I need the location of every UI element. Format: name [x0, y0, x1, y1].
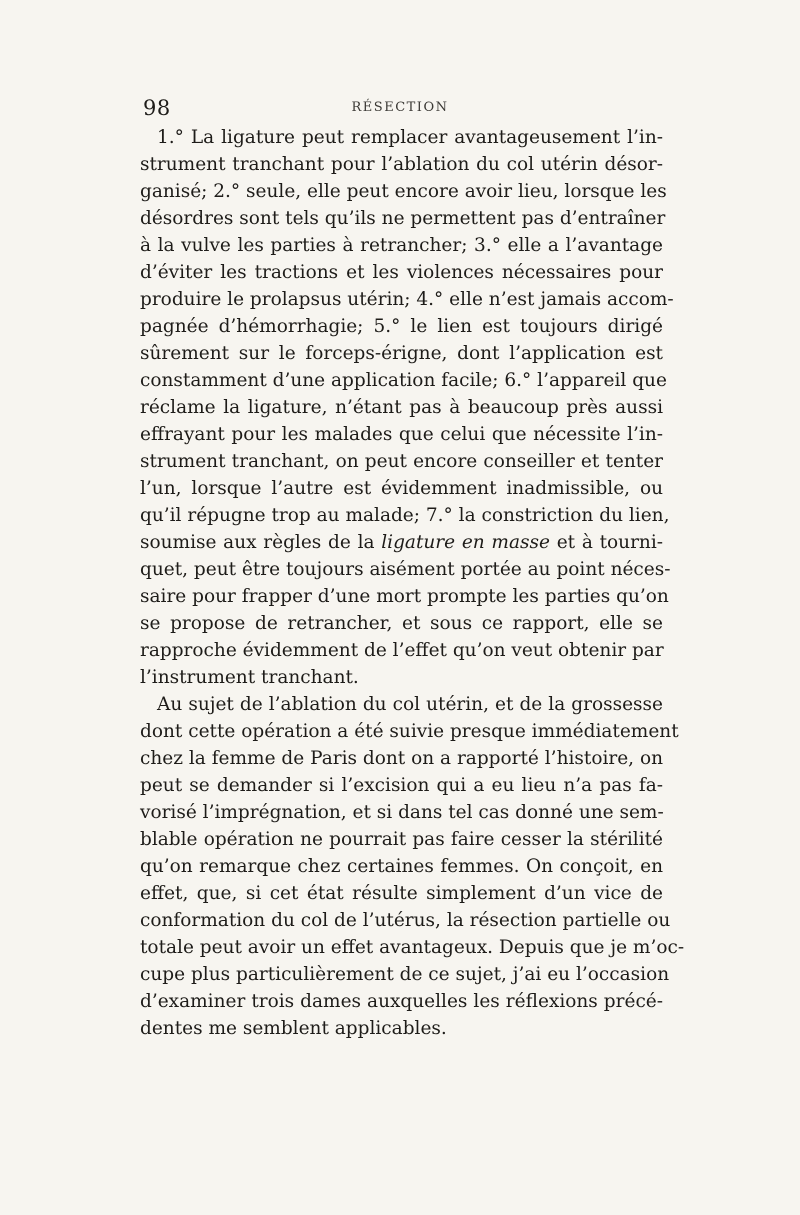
text-line: chez la femme de Paris dont on a rapporté l’histoire, on: [140, 748, 663, 769]
text-segment: et à tourni-: [549, 532, 663, 553]
text-line: vorisé l’imprégnation, et si dans tel cas donné une sem-: [140, 802, 664, 823]
text-line: réclame la ligature, n’étant pas à beaucoup près aussi: [140, 397, 663, 418]
text-line: dentes me semblent applicables.: [140, 1018, 447, 1039]
text-line: produire le prolapsus utérin; 4.° elle n’est jamais accom-: [140, 289, 674, 310]
text-segment: soumise aux règles de la: [140, 532, 382, 553]
text-line: pagnée d’hémorrhagie; 5.° le lien est toujours dirigé: [140, 316, 663, 337]
text-line: quet, peut être toujours aisément portée au point néces-: [140, 559, 671, 580]
text-line: conformation du col de l’utérus, la résection partielle ou: [140, 910, 671, 931]
text-line: constamment d’une application facile; 6.° l’appareil que: [140, 370, 667, 391]
text-line: désordres sont tels qu’ils ne permettent pas d’entraîner: [140, 208, 666, 229]
text-line: effet, que, si cet état résulte simplement d’un vice de: [140, 883, 663, 904]
text-line: blable opération ne pourrait pas faire cesser la stérilité: [140, 829, 663, 850]
text-line: sûrement sur le forceps-érigne, dont l’application est: [140, 343, 663, 364]
text-line: ganisé; 2.° seule, elle peut encore avoir lieu, lorsque les: [140, 181, 667, 202]
text-line: peut se demander si l’excision qui a eu lieu n’a pas fa-: [140, 775, 663, 796]
text-line: cupe plus particulièrement de ce sujet, j’ai eu l’occasion: [140, 964, 670, 985]
text-line: qu’on remarque chez certaines femmes. On conçoit, en: [140, 856, 663, 877]
text-line: rapproche évidemment de l’effet qu’on veut obtenir par: [140, 640, 664, 661]
text-line: l’instrument tranchant.: [140, 667, 359, 688]
text-line: 1.° La ligature peut remplacer avantageusement l’in-: [157, 127, 663, 148]
italic-term: ligature en masse: [381, 532, 550, 553]
text-line: d’éviter les tractions et les violences nécessaires pour: [140, 262, 663, 283]
text-line: qu’il répugne trop au malade; 7.° la constriction du lien,: [140, 505, 670, 526]
text-line: à la vulve les parties à retrancher; 3.° elle a l’avantage: [140, 235, 663, 256]
page-number: 98: [143, 96, 171, 120]
text-line: se propose de retrancher, et sous ce rapport, elle se: [140, 613, 663, 634]
text-line: strument tranchant pour l’ablation du col utérin désor-: [140, 154, 663, 175]
text-line: strument tranchant, on peut encore conseiller et tenter: [140, 451, 663, 472]
text-line: l’un, lorsque l’autre est évidemment inadmissible, ou: [140, 478, 663, 499]
text-line: d’examiner trois dames auxquelles les réflexions précé-: [140, 991, 663, 1012]
text-line: dont cette opération a été suivie presque immédiatement: [140, 721, 679, 742]
text-line: effrayant pour les malades que celui que nécessite l’in-: [140, 424, 663, 445]
running-head: RÉSECTION: [351, 100, 449, 115]
text-line: totale peut avoir un effet avantageux. Depuis que je m’oc-: [140, 937, 685, 958]
text-line: saire pour frapper d’une mort prompte les parties qu’on: [140, 586, 669, 607]
text-line: Au sujet de l’ablation du col utérin, et de la grossesse: [157, 694, 663, 715]
text-line-with-italic: [140, 531, 663, 555]
